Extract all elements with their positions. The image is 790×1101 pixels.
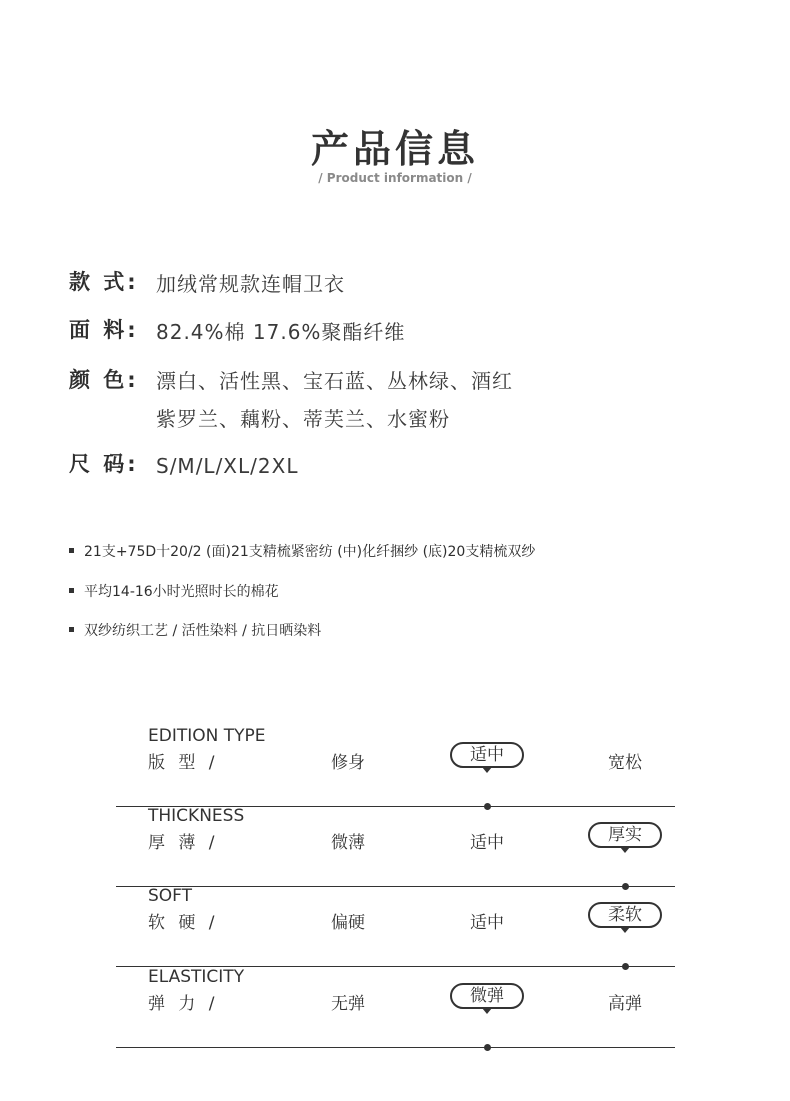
attribute-option: 适中 <box>470 913 504 933</box>
color-list-line-1: 漂白、活性黑、宝石蓝、丛林绿、酒红 <box>156 369 513 393</box>
page-title: 产品信息 <box>310 127 479 171</box>
pointer-icon <box>620 847 630 853</box>
attribute-cn-label: 软 硬 / <box>148 913 219 933</box>
attribute-option: 适中 <box>470 833 504 853</box>
feature-list <box>69 541 535 660</box>
attribute-option: 宽松 <box>608 753 642 773</box>
spec-color <box>69 362 513 438</box>
spec-label: 面 料: <box>69 318 139 342</box>
list-item: 平均14-16小时光照时长的棉花 <box>69 581 535 621</box>
bullet-icon <box>69 588 74 593</box>
spec-value: S/M/L/XL/2XL <box>156 454 299 478</box>
attribute-option-selected: 厚实 <box>588 822 662 848</box>
attribute-cn-label: 版 型 / <box>148 753 219 773</box>
attribute-option: 修身 <box>331 753 365 773</box>
attribute-en-label: SOFT <box>148 886 193 906</box>
color-list-line-2: 紫罗兰、藕粉、蒂芙兰、水蜜粉 <box>156 407 450 431</box>
attribute-en-label: ELASTICITY <box>148 967 245 987</box>
spec-label: 尺 码: <box>69 452 139 476</box>
pointer-icon <box>482 767 492 773</box>
scale-line <box>116 1047 675 1048</box>
spec-label: 款 式: <box>69 270 139 294</box>
spec-value: 82.4%棉 17.6%聚酯纤维 <box>156 320 406 344</box>
attribute-row <box>116 806 675 887</box>
attribute-row <box>116 967 675 1048</box>
attribute-row <box>116 886 675 967</box>
page-subtitle: / Product information / <box>318 171 472 185</box>
pointer-icon <box>482 1008 492 1014</box>
spec-value: 加绒常规款连帽卫衣 <box>156 272 345 296</box>
attribute-cn-label: 弹 力 / <box>148 994 219 1014</box>
attribute-option-selected: 微弹 <box>450 983 524 1009</box>
spec-value <box>156 362 513 438</box>
attribute-option-selected: 适中 <box>450 742 524 768</box>
spec-size <box>69 448 298 484</box>
pointer-icon <box>620 927 630 933</box>
attribute-en-label: EDITION TYPE <box>148 726 266 746</box>
bullet-icon <box>69 627 74 632</box>
list-item: 21支+75D十20/2 (面)21支精梳紧密纺 (中)化纤捆纱 (底)20支精梳双纱 <box>69 541 535 581</box>
spec-style <box>69 266 345 302</box>
attribute-option: 偏硬 <box>331 913 365 933</box>
attribute-option: 无弹 <box>331 994 365 1014</box>
spec-fabric <box>69 314 405 350</box>
attribute-option: 微薄 <box>331 833 365 853</box>
spec-label: 颜 色: <box>69 368 139 392</box>
attribute-option: 高弹 <box>608 994 642 1014</box>
attribute-row <box>116 726 675 807</box>
attribute-option-selected: 柔软 <box>588 902 662 928</box>
attribute-cn-label: 厚 薄 / <box>148 833 219 853</box>
attribute-en-label: THICKNESS <box>148 806 245 826</box>
bullet-icon <box>69 548 74 553</box>
list-item: 双纱纺织工艺 / 活性染料 / 抗日晒染料 <box>69 620 535 660</box>
